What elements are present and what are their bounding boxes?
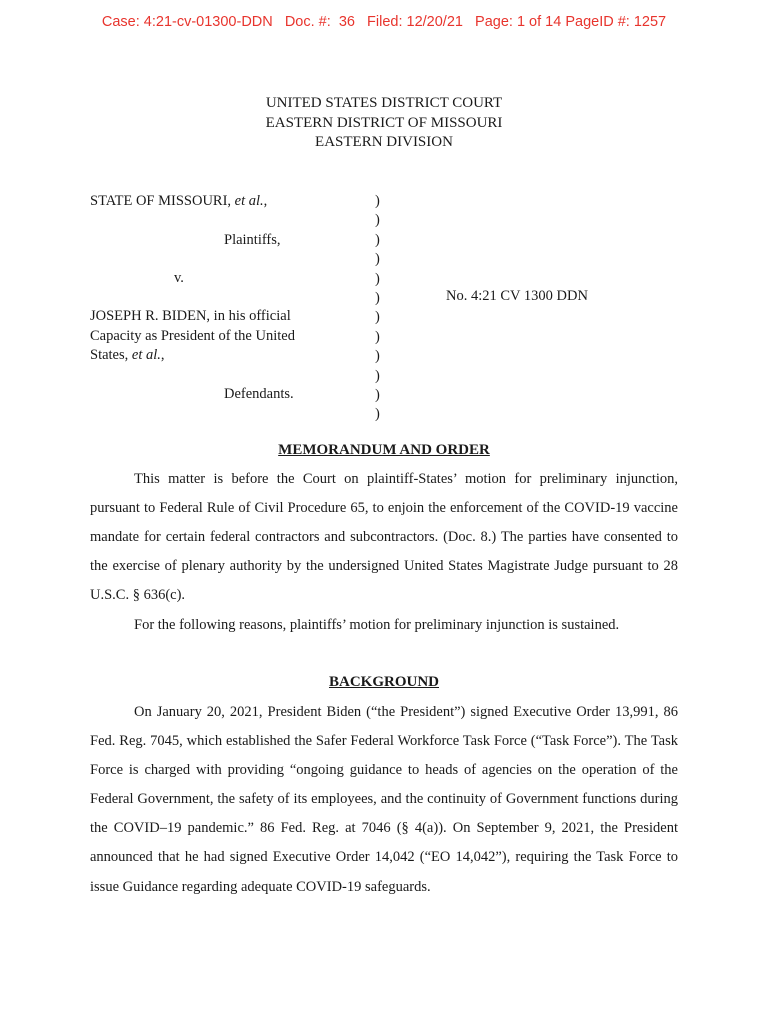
plaintiffs-label: Plaintiffs, [224, 232, 281, 248]
court-name: UNITED STATES DISTRICT COURT [265, 95, 503, 111]
memorandum-paragraph-1: This matter is before the Court on plaintiff-States’ motion for preliminary injunction, pursuant to Federal Rule of Civil Procedure 65, to enjoin the enforcement of the COVID-19 vaccine mandate for certain federal contractors and subcontractors. (Doc. 8.) The parties have consented to the exercise of plenary authority by the undersigned United States Magistrate Judge pursuant to 28 U.S.C. § 636(c). [90, 471, 678, 604]
versus-label: v. [174, 270, 184, 286]
background-heading: BACKGROUND [328, 674, 439, 690]
court-division: EASTERN DIVISION [315, 134, 453, 150]
case-header-stamp: Case: 4:21-cv-01300-DDN Doc. #: 36 Filed: 12/20/21 Page: 1 of 14 PageID #: 1257 [101, 14, 667, 30]
case-number: No. 4:21 CV 1300 DDN [446, 288, 588, 304]
memorandum-heading: MEMORANDUM AND ORDER [278, 442, 490, 458]
defendant-party: JOSEPH R. BIDEN, in his official Capacity as President of the United States, et al., [90, 308, 295, 363]
memorandum-paragraph-2: For the following reasons, plaintiffs’ motion for preliminary injunction is sustained. [134, 617, 620, 633]
court-district: EASTERN DISTRICT OF MISSOURI [265, 114, 503, 131]
court-heading [0, 94, 768, 153]
plaintiff-party: STATE OF MISSOURI, et al., [90, 193, 268, 209]
caption-bracket: ) ) ) ) ) ) ) ) ) ) ) ) [375, 193, 380, 423]
background-paragraph-1: On January 20, 2021, President Biden (“the President”) signed Executive Order 13,991, 86 Fed. Reg. 7045, which established the Safer Federal Workforce Task Force (“Task Force”). The Task Force is charged with providing “ongoing guidance to heads of agencies on the operation of the Federal Government, the safety of its employees, and the continuity of Government functions during the COVID–19 pandemic.” 86 Fed. Reg. at 7046 (§ 4(a)). On September 9, 2021, the President announced that he had signed Executive Order 14,042 (“EO 14,042”), requiring the Task Force to issue Guidance regarding adequate COVID-19 safeguards. [90, 704, 678, 895]
defendants-label: Defendants. [224, 386, 294, 402]
